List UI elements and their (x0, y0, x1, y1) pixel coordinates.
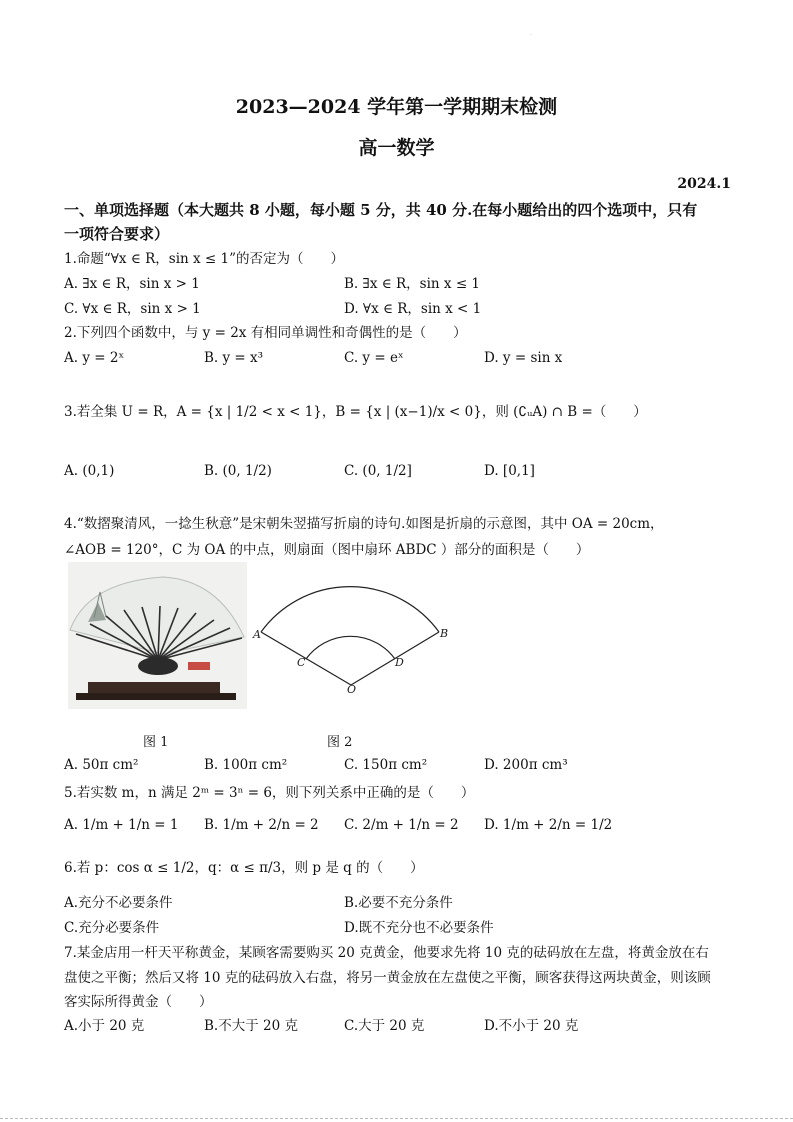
q2-option-a: A. y = 2ˣ (64, 350, 125, 366)
q5-option-c: C. 2/m + 1/n = 2 (344, 817, 459, 833)
exam-date: 2024.1 (677, 176, 731, 192)
question-3-stem: 3.若全集 U = R，A = {x | 1/2 < x < 1}，B = {x | (x−1)/x < 0}，则 (∁ᵤA) ∩ B =（ ） (64, 404, 647, 420)
folding-fan-photo (68, 562, 247, 709)
question-6-stem: 6.若 p：cos α ≤ 1/2，q：α ≤ π/3，则 p 是 q 的（ ） (64, 860, 424, 876)
point-b-label: B (440, 627, 449, 640)
fan-diagram (250, 560, 465, 699)
q7-option-b: B.不大于 20 克 (204, 1018, 298, 1034)
q4-option-d: D. 200π cm³ (484, 757, 568, 773)
q7-option-d: D.不小于 20 克 (484, 1018, 579, 1034)
q4-option-c: C. 150π cm² (344, 757, 428, 773)
question-7-line3: 客实际所得黄金（ ） (64, 994, 213, 1010)
figure-2-caption: 图 2 (327, 735, 353, 750)
scan-mark: . (530, 30, 532, 37)
question-4-line2: ∠AOB = 120°，C 为 OA 的中点，则扇面（图中扇环 ABDC ）部分的面积是（ ） (64, 542, 590, 558)
q4-option-b: B. 100π cm² (204, 757, 288, 773)
question-2-stem: 2.下列四个函数中，与 y = 2x 有相同单调性和奇偶性的是（ ） (64, 325, 467, 341)
q3-option-d: D. [0,1] (484, 463, 535, 479)
q3-option-b: B. (0, 1/2) (204, 463, 272, 479)
point-o-label: O (347, 683, 357, 695)
q6-option-c: C.充分必要条件 (64, 920, 160, 936)
q1-option-c: C. ∀x ∈ R，sin x > 1 (64, 301, 201, 317)
figure-1-caption: 图 1 (143, 735, 169, 750)
question-4-line1: 4.“数摺聚清风，一捻生秋意”是宋朝朱翌描写折扇的诗句.如图是折扇的示意图，其中 OA = 20cm， (64, 516, 664, 532)
q6-option-a: A.充分不必要条件 (64, 895, 173, 911)
q6-option-d: D.既不充分也不必要条件 (344, 920, 494, 936)
exam-subject: 高一数学 (358, 137, 435, 159)
point-a-label: A (253, 628, 261, 641)
q5-option-b: B. 1/m + 2/n = 2 (204, 817, 319, 833)
point-c-label: C (297, 656, 306, 669)
fan-photo-drawing (68, 562, 247, 709)
fan-diagram-svg (250, 560, 465, 695)
q2-option-d: D. y = sin x (484, 350, 563, 366)
section-heading-line1: 一、单项选择题（本大题共 8 小题，每小题 5 分，共 40 分.在每小题给出的四个选项中，只有 (64, 201, 698, 219)
section-heading-line2: 一项符合要求） (64, 225, 170, 243)
q1-option-d: D. ∀x ∈ R，sin x < 1 (344, 301, 482, 317)
q3-option-c: C. (0, 1/2] (344, 463, 412, 479)
question-7-line2: 盘使之平衡；然后又将 10 克的砝码放入右盘，将另一黄金放在左盘使之平衡，顾客获得这两块黄金，则该顾 (64, 970, 711, 986)
q2-option-b: B. y = x³ (204, 350, 264, 366)
q7-option-c: C.大于 20 克 (344, 1018, 425, 1034)
exam-title: 2023—2024 学年第一学期期末检测 (235, 96, 558, 118)
q2-option-c: C. y = eˣ (344, 350, 404, 366)
q5-option-a: A. 1/m + 1/n = 1 (64, 817, 179, 833)
q6-option-b: B.必要不充分条件 (344, 895, 453, 911)
question-1-stem: 1.命题“∀x ∈ R，sin x ≤ 1”的否定为（ ） (64, 251, 345, 267)
question-7-line1: 7.某金店用一杆天平称黄金，某顾客需要购买 20 克黄金，他要求先将 10 克的砝码放在左盘，将黄金放在右 (64, 945, 709, 961)
q7-option-a: A.小于 20 克 (64, 1018, 145, 1034)
q3-option-a: A. (0,1) (64, 463, 115, 479)
point-d-label: D (395, 656, 404, 669)
q5-option-d: D. 1/m + 2/n = 1/2 (484, 817, 613, 833)
q4-option-a: A. 50π cm² (64, 757, 139, 773)
q1-option-b: B. ∃x ∈ R，sin x ≤ 1 (344, 276, 481, 292)
page-bottom-divider (0, 1118, 793, 1119)
question-5-stem: 5.若实数 m，n 满足 2ᵐ = 3ⁿ = 6，则下列关系中正确的是（ ） (64, 785, 475, 801)
q1-option-a: A. ∃x ∈ R，sin x > 1 (64, 276, 200, 292)
